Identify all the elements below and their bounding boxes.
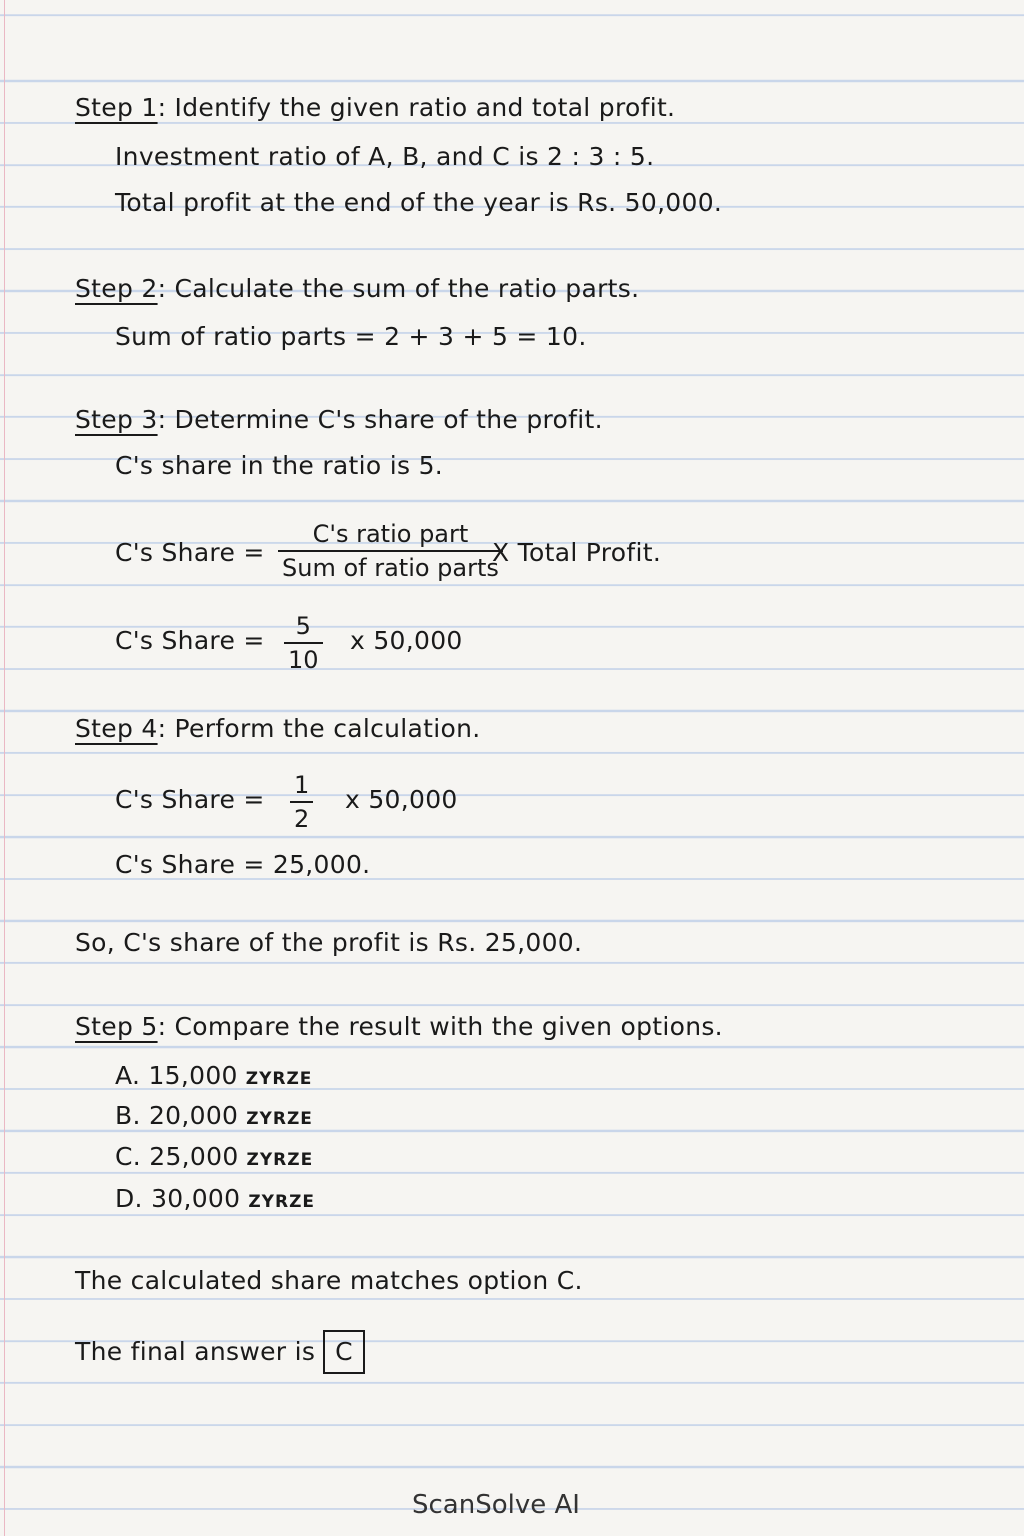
step-2-heading: Step 2: Calculate the sum of the ratio parts. [75, 274, 640, 303]
footer-brand: ScanSolve AI [412, 1490, 580, 1520]
final-answer: The final answer is C [75, 1330, 365, 1374]
step-2-line-1: Sum of ratio parts = 2 + 3 + 5 = 10. [115, 322, 587, 351]
formula-simplified-rhs: x 50,000 [345, 785, 458, 814]
step-1-heading: Step 1: Identify the given ratio and total profit. [75, 93, 676, 122]
fraction-general: C's ratio part Sum of ratio parts [278, 520, 503, 582]
formula-substituted-rhs: x 50,000 [350, 626, 463, 655]
step-3-heading: Step 3: Determine C's share of the profit. [75, 405, 603, 434]
step-1-line-2: Total profit at the end of the year is Rs. 50,000. [115, 188, 723, 217]
conclusion: So, C's share of the profit is Rs. 25,000. [75, 928, 583, 957]
step-3-line-1: C's share in the ratio is 5. [115, 451, 444, 480]
formula-simplified-lhs: C's Share = [115, 785, 265, 814]
step-5-heading: Step 5: Compare the result with the given options. [75, 1012, 723, 1041]
option-a: A. 15,000 ZYRZE [115, 1061, 313, 1090]
formula-general-lhs: C's Share = [115, 538, 265, 567]
fraction-substituted: 5 10 [284, 612, 323, 674]
match-text: The calculated share matches option C. [75, 1266, 583, 1295]
option-b: B. 20,000 ZYRZE [115, 1101, 313, 1130]
formula-substituted-lhs: C's Share = [115, 626, 265, 655]
step-1-line-1: Investment ratio of A, B, and C is 2 : 3 : 5. [115, 142, 655, 171]
step-4-heading: Step 4: Perform the calculation. [75, 714, 481, 743]
fraction-simplified: 1 2 [290, 771, 313, 833]
formula-result: C's Share = 25,000. [115, 850, 371, 879]
formula-general-rhs: X Total Profit. [492, 538, 662, 567]
option-c: C. 25,000 ZYRZE [115, 1142, 314, 1171]
answer-box: C [323, 1330, 365, 1374]
margin-line [4, 0, 5, 1536]
option-d: D. 30,000 ZYRZE [115, 1184, 316, 1213]
